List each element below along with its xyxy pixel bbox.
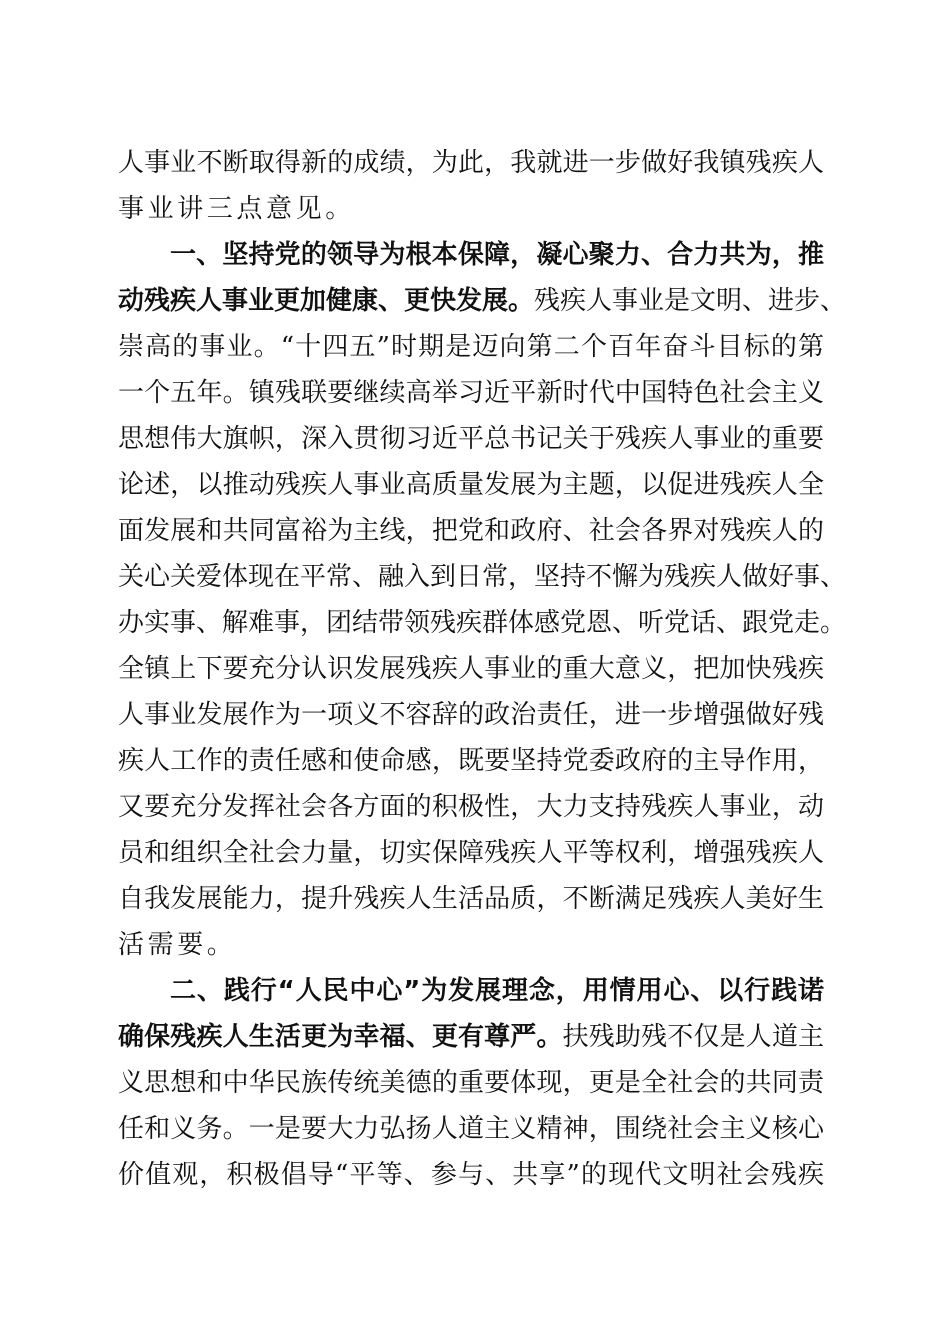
body-text-line: 价值观，积极倡导“平等、参与、共享”的现代文明社会残疾 <box>118 1160 824 1190</box>
mixed-text-line <box>118 1017 824 1057</box>
section-heading-end: 确保残疾人生活更为幸福、更有尊严。 <box>118 1022 563 1052</box>
section-heading-line: 二、践行“人民中心”为发展理念，用情用心、以行践诺 <box>170 976 824 1006</box>
body-text-line: 一个五年。镇残联要继续高举习近平新时代中国特色社会主义 <box>118 378 824 408</box>
body-text-line: 面发展和共同富裕为主线，把党和政府、社会各界对残疾人的 <box>118 516 824 546</box>
body-text-line: 关心关爱体现在平常、融入到日常，坚持不懈为残疾人做好事、 <box>118 562 847 592</box>
body-text-line: 崇高的事业。“十四五”时期是迈向第二个百年奋斗目标的第 <box>118 332 824 362</box>
body-text-line: 又要充分发挥社会各方面的积极性，大力支持残疾人事业，动 <box>118 792 824 822</box>
body-text-line: 疾人工作的责任感和使命感，既要坚持党委政府的主导作用， <box>118 746 824 776</box>
body-text-line: 任和义务。一是要大力弘扬人道主义精神，围绕社会主义核心 <box>118 1114 824 1144</box>
body-text-line: 活需要。 <box>118 930 237 960</box>
body-text-line: 全镇上下要充分认识发展残疾人事业的重大意义，把加快残疾 <box>118 654 824 684</box>
body-text-line: 员和组织全社会力量，切实保障残疾人平等权利，增强残疾人 <box>118 838 824 868</box>
body-text-segment: 残疾人事业是文明、进步、 <box>534 286 847 316</box>
section-heading-line: 一、坚持党的领导为根本保障，凝心聚力、合力共为，推 <box>170 240 824 270</box>
body-text-line: 论述，以推动残疾人事业高质量发展为主题，以促进残疾人全 <box>118 470 824 500</box>
section-heading-end: 动残疾人事业更加健康、更快发展。 <box>118 286 535 316</box>
body-text-segment: 扶残助残不仅是人道主 <box>562 1022 824 1052</box>
body-text-line: 自我发展能力，提升残疾人生活品质，不断满足残疾人美好生 <box>118 884 824 914</box>
mixed-text-line <box>118 281 847 321</box>
body-text-line: 义思想和中华民族传统美德的重要体现，更是全社会的共同责 <box>118 1068 824 1098</box>
body-text-line: 人事业不断取得新的成绩，为此，我就进一步做好我镇残疾人 <box>118 148 824 178</box>
body-text-line: 事业讲三点意见。 <box>118 194 355 224</box>
body-text-line: 人事业发展作为一项义不容辞的政治责任，进一步增强做好残 <box>118 700 824 730</box>
body-text-line: 办实事、解难事，团结带领残疾群体感党恩、听党话、跟党走。 <box>118 608 847 638</box>
body-text-line: 思想伟大旗帜，深入贯彻习近平总书记关于残疾人事业的重要 <box>118 424 824 454</box>
